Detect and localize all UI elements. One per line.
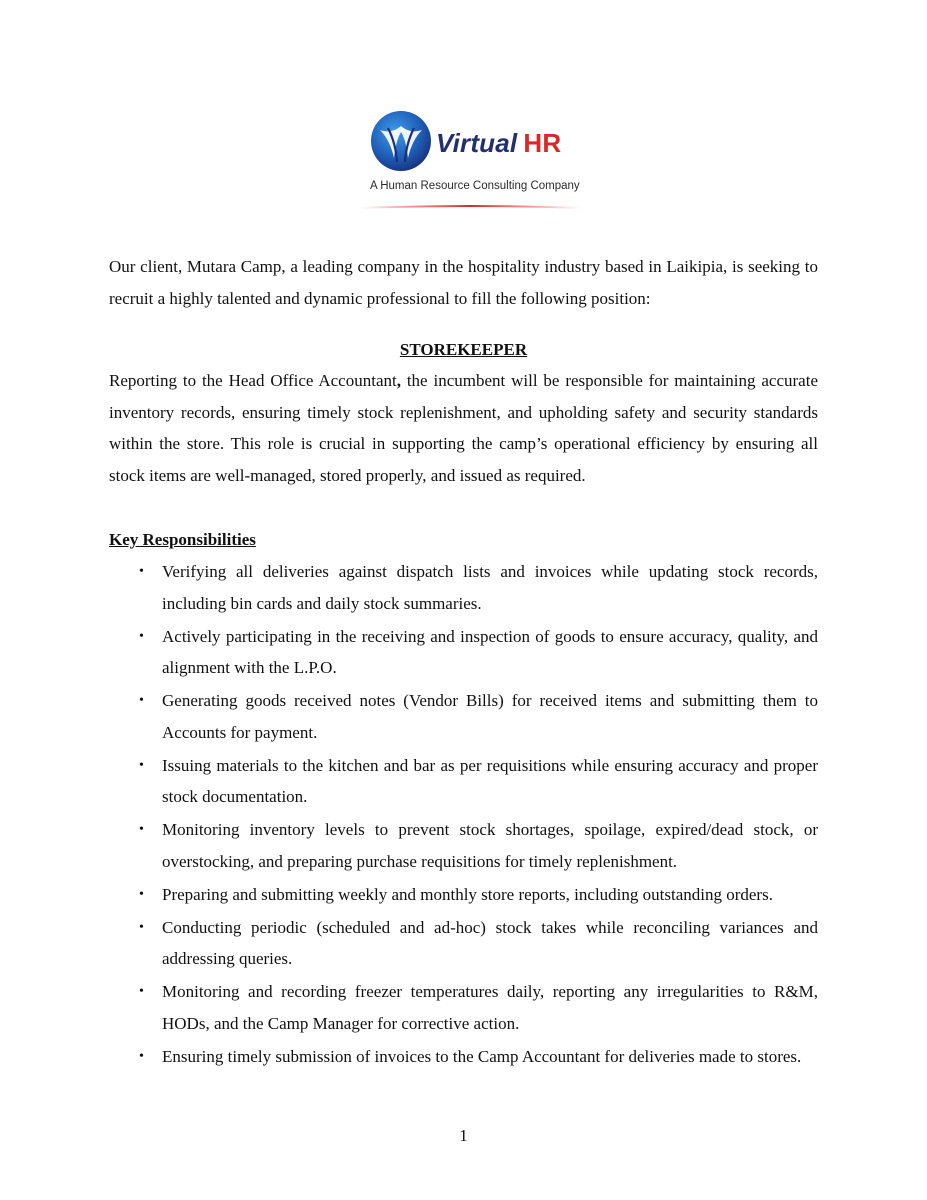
responsibility-text: Conducting periodic (scheduled and ad-hoc) stock takes while reconciling variances and addressing queries.: [162, 917, 818, 968]
summary-comma: ,: [396, 371, 401, 390]
bullet-icon: •: [139, 1048, 144, 1064]
logo-wordmark: [436, 128, 561, 159]
logo-brand-accent: HR: [523, 128, 562, 158]
bullet-icon: •: [139, 984, 144, 999]
role-summary-paragraph: [109, 365, 818, 491]
bullet-icon: •: [139, 564, 144, 579]
virtual-hr-emblem-icon: [370, 110, 432, 172]
summary-lead: Reporting to the Head Office Accountant: [109, 371, 397, 390]
list-item: [109, 621, 818, 684]
responsibility-text: Monitoring inventory levels to prevent stock shortages, spoilage, expired/dead stock, or overstocking, and preparing purchase requisitions for timely replenishment.: [162, 820, 818, 871]
logo-underline-swoosh: [360, 204, 580, 210]
bullet-icon: •: [139, 886, 144, 902]
logo-brand-main: Virtual: [436, 128, 518, 158]
bullet-icon: •: [139, 693, 144, 708]
bullet-icon: •: [139, 822, 144, 837]
responsibility-text: Preparing and submitting weekly and monthly store reports, including outstanding orders.: [162, 884, 773, 904]
intro-paragraph: Our client, Mutara Camp, a leading company in the hospitality industry based in Laikipia, is seeking to recruit a highly talented and dynamic professional to fill the following position:: [109, 257, 818, 308]
logo-tagline: A Human Resource Consulting Company: [370, 180, 580, 192]
bullet-icon: •: [139, 628, 144, 644]
position-title: STOREKEEPER: [399, 340, 528, 359]
list-item: [109, 912, 818, 975]
list-item: [109, 1041, 818, 1073]
list-item: [109, 814, 818, 877]
list-item: [109, 879, 818, 911]
key-responsibilities-heading: Key Responsibilities: [109, 530, 256, 549]
responsibility-text: Generating goods received notes (Vendor Bills) for received items and submitting them to Accounts for payment.: [162, 691, 818, 742]
responsibility-text: Verifying all deliveries against dispatch lists and invoices while updating stock records, including bin cards and daily stock summaries.: [162, 562, 818, 613]
list-item: [109, 750, 818, 813]
bullet-icon: •: [139, 919, 144, 935]
list-item: [109, 556, 818, 619]
summary-rest: the incumbent will be responsible for maintaining accurate inventory records, ensuring timely stock replenishment, and upholding safety and security standards within the store. This role is crucial in supporting the camp’s operational efficiency by ensuring all stock items are well-managed, stored properly, and issued as required.: [109, 371, 818, 485]
responsibility-text: Actively participating in the receiving and inspection of goods to ensure accuracy, quality, and alignment with the L.P.O.: [162, 626, 818, 677]
list-item: [109, 976, 818, 1039]
responsibility-text: Ensuring timely submission of invoices to the Camp Accountant for deliveries made to stores.: [162, 1046, 802, 1066]
virtual-hr-logo: [360, 106, 590, 216]
responsibilities-list: [109, 556, 818, 1074]
responsibility-text: Monitoring and recording freezer temperatures daily, reporting any irregularities to R&M, HODs, and the Camp Manager for corrective action.: [162, 982, 818, 1033]
responsibility-text: Issuing materials to the kitchen and bar as per requisitions while ensuring accuracy and proper stock documentation.: [162, 755, 818, 806]
page-number: 1: [459, 1126, 468, 1145]
bullet-icon: •: [139, 757, 144, 773]
list-item: [109, 685, 818, 748]
